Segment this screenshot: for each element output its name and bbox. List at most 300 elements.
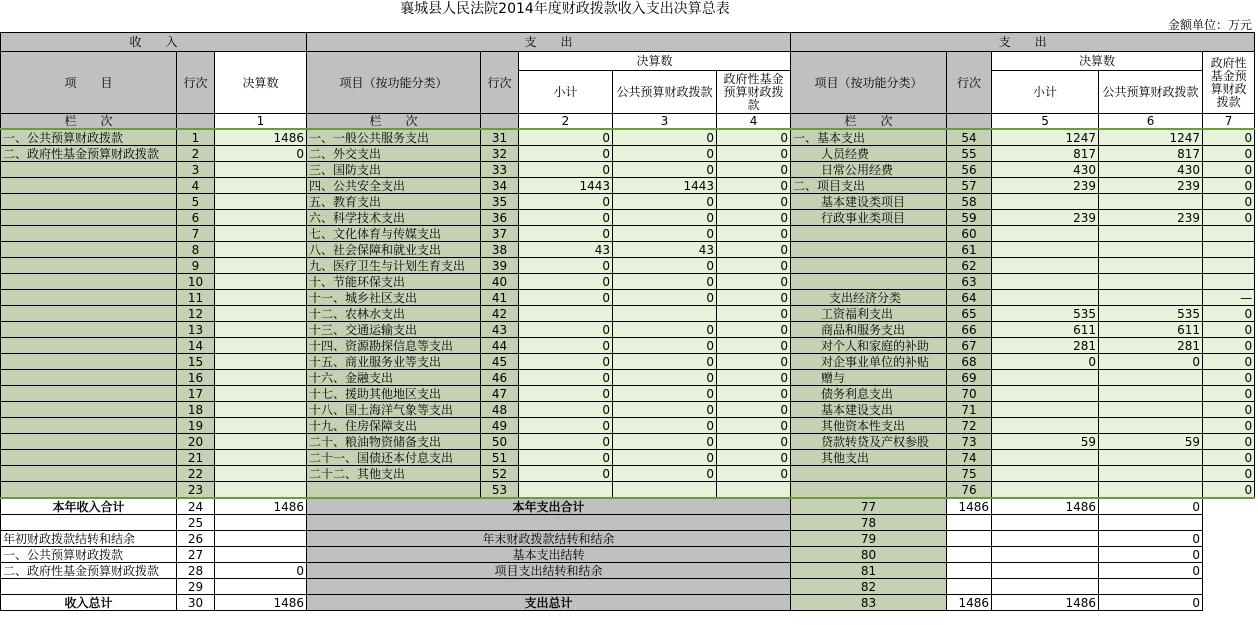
row-no: 16 — [177, 370, 215, 386]
gov-fund-value: 0 — [1099, 563, 1203, 579]
subtotal-value — [947, 547, 992, 563]
income-amount — [215, 386, 307, 402]
row-no: 63 — [947, 274, 992, 290]
gov-fund-value: 0 — [717, 226, 791, 242]
gov-fund-value: 0 — [717, 242, 791, 258]
income-item — [1, 450, 177, 466]
col-number: 7 — [1203, 114, 1255, 130]
gov-fund-value: 0 — [1203, 402, 1255, 418]
func-item: 二、外交支出 — [307, 146, 481, 162]
gov-fund-value: 0 — [1203, 370, 1255, 386]
table-row — [1, 258, 1255, 274]
public-budget-value: 0 — [613, 418, 717, 434]
public-budget-value: 239 — [1099, 178, 1203, 194]
row-no: 50 — [481, 434, 519, 450]
table-row — [1, 306, 1255, 322]
expense-summary-item: 基本支出结转 — [307, 547, 791, 563]
subtotal-value — [992, 466, 1099, 482]
func-item: 十三、交通运输支出 — [307, 322, 481, 338]
public-budget-value — [992, 579, 1099, 595]
income-amount — [215, 450, 307, 466]
econ-item — [791, 258, 947, 274]
func-item: 二十一、国债还本付息支出 — [307, 450, 481, 466]
row-no: 10 — [177, 274, 215, 290]
gov-fund-value — [1203, 242, 1255, 258]
public-budget-value: 0 — [613, 338, 717, 354]
subtotal-value — [992, 386, 1099, 402]
expense-summary-item — [307, 579, 791, 595]
row-no: 15 — [177, 354, 215, 370]
subtotal-value — [992, 290, 1099, 306]
public-budget-value — [1099, 386, 1203, 402]
row-no: 57 — [947, 178, 992, 194]
subtotal-value: 817 — [992, 146, 1099, 162]
row-no: 21 — [177, 450, 215, 466]
table-row — [1, 242, 1255, 258]
subtotal-value: 0 — [519, 386, 613, 402]
subtotal-value: 0 — [519, 274, 613, 290]
income-amount: 0 — [215, 146, 307, 162]
subtotal-value — [992, 402, 1099, 418]
income-amount: 1486 — [215, 595, 307, 611]
income-summary-item — [1, 515, 177, 531]
func-item: 十、节能环保支出 — [307, 274, 481, 290]
income-item — [1, 258, 177, 274]
func-item: 十八、国土海洋气象等支出 — [307, 402, 481, 418]
row-no: 3 — [177, 162, 215, 178]
public-budget-value: 430 — [1099, 162, 1203, 178]
amount-unit: 金额单位：万元 — [1167, 18, 1252, 32]
public-budget-value: 281 — [1099, 338, 1203, 354]
income-item — [1, 386, 177, 402]
row-no: 2 — [177, 146, 215, 162]
public-budget-value: 1486 — [992, 595, 1099, 611]
col-label: 栏 次 — [307, 114, 481, 130]
total-row — [1, 515, 1255, 531]
row-no: 66 — [947, 322, 992, 338]
gov-fund-value: 0 — [717, 354, 791, 370]
row-no: 80 — [791, 547, 947, 563]
col-number: 4 — [717, 114, 791, 130]
income-item — [1, 178, 177, 194]
subtotal-value: 43 — [519, 242, 613, 258]
row-no: 30 — [177, 595, 215, 611]
income-item — [1, 210, 177, 226]
subtotal-value: 1247 — [992, 129, 1099, 146]
econ-item: 债务利息支出 — [791, 386, 947, 402]
row-no: 81 — [791, 563, 947, 579]
func-item: 十二、农林水支出 — [307, 306, 481, 322]
expense-summary-item: 支出总计 — [307, 595, 791, 611]
public-budget-value: 535 — [1099, 306, 1203, 322]
subtotal-value: 59 — [992, 434, 1099, 450]
econ-item: 对企事业单位的补贴 — [791, 354, 947, 370]
gov-fund-value: 0 — [1203, 482, 1255, 499]
income-amount: 1486 — [215, 129, 307, 146]
public-budget-value: 0 — [613, 466, 717, 482]
gov-fund-value: 0 — [717, 370, 791, 386]
table-row — [1, 338, 1255, 354]
income-summary-item: 二、政府性基金预算财政拨款 — [1, 563, 177, 579]
gov-fund-value: 0 — [1099, 531, 1203, 547]
econ-item: 日常公用经费 — [791, 162, 947, 178]
subtotal-value: 0 — [519, 418, 613, 434]
row-no: 79 — [791, 531, 947, 547]
row-no: 72 — [947, 418, 992, 434]
income-item — [1, 162, 177, 178]
income-item: 一、公共预算财政拨款 — [1, 129, 177, 146]
gov-fund-value: 0 — [1203, 418, 1255, 434]
row-no: 82 — [791, 579, 947, 595]
gov-fund-value: 0 — [717, 338, 791, 354]
func-item: 四、公共安全支出 — [307, 178, 481, 194]
gov-fund-value: 0 — [1203, 450, 1255, 466]
subtotal-value: 0 — [519, 290, 613, 306]
func-item: 八、社会保障和就业支出 — [307, 242, 481, 258]
expense-summary-item: 项目支出结转和结余 — [307, 563, 791, 579]
table-row — [1, 146, 1255, 162]
row-no: 58 — [947, 194, 992, 210]
public-budget-value — [1099, 482, 1203, 499]
row-no: 22 — [177, 466, 215, 482]
public-budget-value — [1099, 226, 1203, 242]
public-budget-value: 1486 — [992, 498, 1099, 515]
gov-fund-value: 0 — [717, 434, 791, 450]
subtotal-value: 1486 — [947, 595, 992, 611]
row-no: 12 — [177, 306, 215, 322]
subtotal-value: 0 — [519, 322, 613, 338]
table-row — [1, 386, 1255, 402]
row-no: 13 — [177, 322, 215, 338]
gov-fund-value: 0 — [1099, 595, 1203, 611]
row-no: 46 — [481, 370, 519, 386]
func-item: 一、一般公共服务支出 — [307, 129, 481, 146]
income-amount — [215, 162, 307, 178]
col-label: 栏 次 — [791, 114, 947, 130]
row-no: 18 — [177, 402, 215, 418]
row-no: 19 — [177, 418, 215, 434]
row-no: 69 — [947, 370, 992, 386]
subtotal-value: 1486 — [947, 498, 992, 515]
row-no: 42 — [481, 306, 519, 322]
public-budget-value — [992, 531, 1099, 547]
row-no: 64 — [947, 290, 992, 306]
gov-fund-value: 0 — [1203, 306, 1255, 322]
public-budget-value — [1099, 242, 1203, 258]
row-no: 61 — [947, 242, 992, 258]
row-no: 36 — [481, 210, 519, 226]
income-amount — [215, 290, 307, 306]
gov-fund-value: 0 — [717, 194, 791, 210]
row-no: 44 — [481, 338, 519, 354]
gov-fund-value: 0 — [717, 322, 791, 338]
income-item — [1, 274, 177, 290]
col-number: 2 — [519, 114, 613, 130]
row-no: 74 — [947, 450, 992, 466]
econ-item: 人员经费 — [791, 146, 947, 162]
public-budget-value: 817 — [1099, 146, 1203, 162]
income-summary-item: 一、公共预算财政拨款 — [1, 547, 177, 563]
income-item — [1, 306, 177, 322]
row-no: 29 — [177, 579, 215, 595]
row-no: 48 — [481, 402, 519, 418]
gov-fund-value: 0 — [1203, 194, 1255, 210]
row-no: 33 — [481, 162, 519, 178]
row-no: 1 — [177, 129, 215, 146]
subtotal-value: 0 — [519, 402, 613, 418]
gov-fund-value: 0 — [1203, 386, 1255, 402]
subtotal-value: 611 — [992, 322, 1099, 338]
expense-summary-item — [307, 515, 791, 531]
gov-fund-value: 0 — [1203, 466, 1255, 482]
income-amount: 0 — [215, 563, 307, 579]
public-budget-value: 0 — [1099, 354, 1203, 370]
income-amount — [215, 322, 307, 338]
income-item — [1, 338, 177, 354]
row-no: 51 — [481, 450, 519, 466]
gov-fund-value: 0 — [1203, 434, 1255, 450]
econ-item: 行政事业类项目 — [791, 210, 947, 226]
row-no: 5 — [177, 194, 215, 210]
public-budget-value — [1099, 194, 1203, 210]
final-group-header: 决算数 — [519, 52, 791, 71]
public-budget-value — [613, 482, 717, 499]
subtotal-header-2: 小计 — [992, 71, 1099, 114]
public-budget-value: 239 — [1099, 210, 1203, 226]
subtotal-header: 小计 — [519, 71, 613, 114]
row-no: 39 — [481, 258, 519, 274]
income-amount — [215, 194, 307, 210]
gov-fund-value: 0 — [717, 402, 791, 418]
gov-fund-value: 0 — [1099, 547, 1203, 563]
row-no: 83 — [791, 595, 947, 611]
public-budget-value — [1099, 418, 1203, 434]
expense-summary-item: 本年支出合计 — [307, 498, 791, 515]
income-amount — [215, 547, 307, 563]
gov-fund-value: 0 — [1203, 338, 1255, 354]
gov-fund-value: 0 — [717, 258, 791, 274]
row-no: 67 — [947, 338, 992, 354]
row-no-header-3: 行次 — [947, 52, 992, 114]
subtotal-value — [519, 482, 613, 499]
econ-item: 对个人和家庭的补助 — [791, 338, 947, 354]
func-item-header: 项目（按功能分类） — [307, 52, 481, 114]
income-amount — [215, 226, 307, 242]
gov-fund-value — [1099, 515, 1203, 531]
row-no: 60 — [947, 226, 992, 242]
gov-fund-value — [1099, 579, 1203, 595]
expense-func-section-header: 支 出 — [307, 33, 791, 52]
income-item — [1, 434, 177, 450]
subtotal-value — [992, 274, 1099, 290]
econ-item: 贷款转贷及产权参股 — [791, 434, 947, 450]
income-item — [1, 226, 177, 242]
row-no: 77 — [791, 498, 947, 515]
func-item: 十七、援助其他地区支出 — [307, 386, 481, 402]
table-row — [1, 402, 1255, 418]
subtotal-value — [992, 418, 1099, 434]
public-budget-value — [1099, 466, 1203, 482]
income-amount — [215, 466, 307, 482]
row-no: 53 — [481, 482, 519, 499]
income-amount — [215, 178, 307, 194]
gov-fund-value: 0 — [1203, 146, 1255, 162]
row-no: 24 — [177, 498, 215, 515]
total-row — [1, 531, 1255, 547]
income-item — [1, 322, 177, 338]
row-no: 11 — [177, 290, 215, 306]
public-budget-value: 0 — [613, 194, 717, 210]
econ-item: 赠与 — [791, 370, 947, 386]
subtotal-value: 0 — [519, 466, 613, 482]
gov-fund-header: 政府性基金预算财政拨款 — [717, 71, 791, 114]
row-no: 40 — [481, 274, 519, 290]
total-row — [1, 579, 1255, 595]
econ-item — [791, 242, 947, 258]
row-no: 9 — [177, 258, 215, 274]
econ-item: 二、项目支出 — [791, 178, 947, 194]
gov-fund-value: — — [1203, 290, 1255, 306]
row-no: 59 — [947, 210, 992, 226]
row-no: 37 — [481, 226, 519, 242]
econ-item: 一、基本支出 — [791, 129, 947, 146]
gov-fund-value — [1203, 274, 1255, 290]
gov-fund-value: 0 — [717, 290, 791, 306]
income-amount — [215, 210, 307, 226]
table-row — [1, 450, 1255, 466]
econ-item — [791, 226, 947, 242]
public-budget-value: 0 — [613, 146, 717, 162]
final-amount-header: 决算数 — [215, 52, 307, 114]
subtotal-value — [992, 370, 1099, 386]
public-budget-header-2: 公共预算财政拨款 — [1099, 71, 1203, 114]
gov-fund-value: 0 — [717, 178, 791, 194]
expense-econ-section-header: 支 出 — [791, 33, 1255, 52]
func-item: 二十、粮油物资储备支出 — [307, 434, 481, 450]
public-budget-value — [1099, 402, 1203, 418]
subtotal-value: 0 — [519, 162, 613, 178]
table-row — [1, 290, 1255, 306]
subtotal-value — [992, 226, 1099, 242]
income-summary-item: 本年收入合计 — [1, 498, 177, 515]
table-row — [1, 210, 1255, 226]
public-budget-value: 0 — [613, 274, 717, 290]
total-row — [1, 563, 1255, 579]
gov-fund-header-2: 政府性基金预算财政拨款 — [1203, 52, 1255, 114]
subtotal-value — [519, 306, 613, 322]
income-item — [1, 418, 177, 434]
public-budget-value — [1099, 258, 1203, 274]
row-no: 52 — [481, 466, 519, 482]
row-no: 73 — [947, 434, 992, 450]
table-row — [1, 178, 1255, 194]
subtotal-value: 0 — [519, 450, 613, 466]
subtotal-value: 0 — [519, 338, 613, 354]
subtotal-value: 0 — [519, 146, 613, 162]
total-row — [1, 498, 1255, 515]
subtotal-value — [947, 563, 992, 579]
public-budget-value — [992, 563, 1099, 579]
row-no: 43 — [481, 322, 519, 338]
public-budget-value: 0 — [613, 162, 717, 178]
income-item — [1, 194, 177, 210]
public-budget-value: 1247 — [1099, 129, 1203, 146]
gov-fund-value: 0 — [717, 306, 791, 322]
gov-fund-value: 0 — [717, 146, 791, 162]
func-item: 九、医疗卫生与计划生育支出 — [307, 258, 481, 274]
subtotal-value: 430 — [992, 162, 1099, 178]
subtotal-value — [992, 450, 1099, 466]
func-item: 十九、住房保障支出 — [307, 418, 481, 434]
row-no: 49 — [481, 418, 519, 434]
row-no: 7 — [177, 226, 215, 242]
func-item: 二十二、其他支出 — [307, 466, 481, 482]
table-row — [1, 226, 1255, 242]
row-no: 45 — [481, 354, 519, 370]
public-budget-value: 0 — [613, 290, 717, 306]
gov-fund-value: 0 — [1203, 210, 1255, 226]
public-budget-value — [992, 515, 1099, 531]
public-budget-value: 0 — [613, 450, 717, 466]
public-budget-value: 0 — [613, 322, 717, 338]
row-no: 55 — [947, 146, 992, 162]
income-summary-item: 收入总计 — [1, 595, 177, 611]
table-row — [1, 129, 1255, 146]
col-number: 1 — [215, 114, 307, 130]
econ-item — [791, 466, 947, 482]
income-amount — [215, 531, 307, 547]
table-row — [1, 162, 1255, 178]
total-row — [1, 595, 1255, 611]
row-no: 25 — [177, 515, 215, 531]
public-budget-header: 公共预算财政拨款 — [613, 71, 717, 114]
gov-fund-value — [717, 482, 791, 499]
subtotal-value: 281 — [992, 338, 1099, 354]
expense-summary-item: 年末财政拨款结转和结余 — [307, 531, 791, 547]
income-summary-item: 年初财政拨款结转和结余 — [1, 531, 177, 547]
income-summary-item — [1, 579, 177, 595]
row-no: 4 — [177, 178, 215, 194]
income-amount — [215, 338, 307, 354]
econ-item: 工资福利支出 — [791, 306, 947, 322]
table-row — [1, 354, 1255, 370]
subtotal-value: 0 — [519, 434, 613, 450]
report-title: 襄城县人民法院2014年度财政拨款收入支出决算总表 — [400, 1, 730, 17]
func-item: 六、科学技术支出 — [307, 210, 481, 226]
func-item: 五、教育支出 — [307, 194, 481, 210]
public-budget-value: 0 — [613, 226, 717, 242]
public-budget-value: 0 — [613, 402, 717, 418]
public-budget-value — [1099, 370, 1203, 386]
final-accounts-table — [0, 32, 1255, 611]
income-amount — [215, 579, 307, 595]
subtotal-value: 0 — [519, 354, 613, 370]
row-no: 35 — [481, 194, 519, 210]
table-row — [1, 466, 1255, 482]
public-budget-value: 0 — [613, 129, 717, 146]
gov-fund-value: 0 — [1203, 354, 1255, 370]
table-row — [1, 418, 1255, 434]
econ-item: 基本建设类项目 — [791, 194, 947, 210]
row-no: 65 — [947, 306, 992, 322]
econ-item: 支出经济分类 — [791, 290, 947, 306]
gov-fund-value: 0 — [1203, 129, 1255, 146]
item-header: 项 目 — [1, 52, 177, 114]
public-budget-value: 0 — [613, 354, 717, 370]
income-amount — [215, 306, 307, 322]
income-item — [1, 402, 177, 418]
subtotal-value: 239 — [992, 210, 1099, 226]
